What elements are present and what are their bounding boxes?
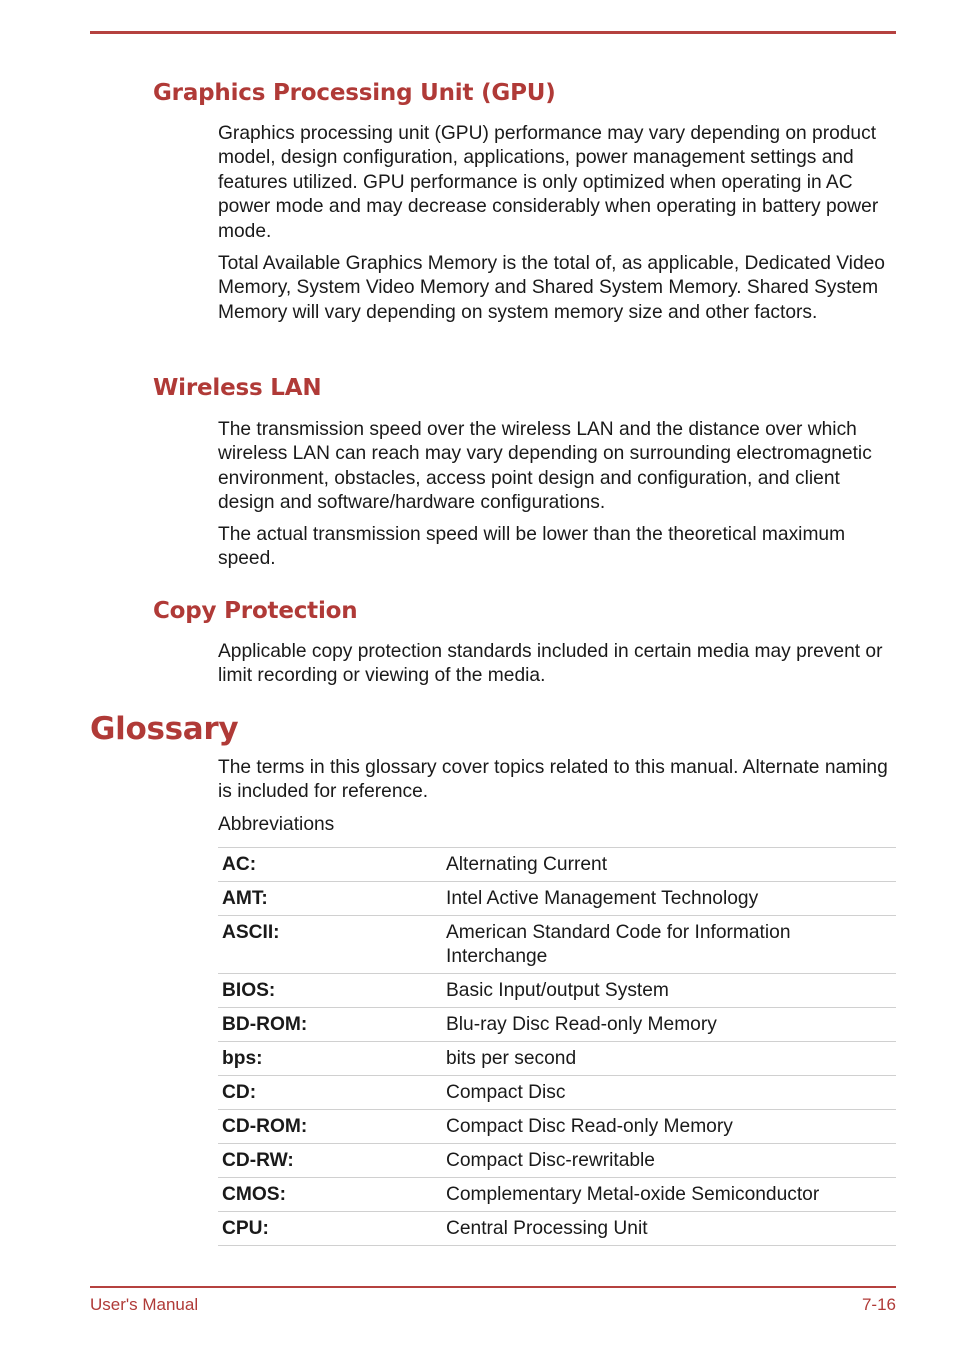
abbreviation-definition: Central Processing Unit <box>442 1212 896 1246</box>
table-row <box>218 882 896 916</box>
abbreviation-term: BIOS: <box>218 974 442 1008</box>
paragraph-glossary-intro: The terms in this glossary cover topics related to this manual. Alternate naming is included for reference. <box>218 757 888 803</box>
paragraph-copy-1: Applicable copy protection standards included in certain media may prevent or limit recording or viewing of the media. <box>218 641 883 687</box>
abbreviation-definition: Compact Disc <box>442 1076 896 1110</box>
abbreviation-term: CD: <box>218 1076 442 1110</box>
abbreviation-definition: Blu-ray Disc Read-only Memory <box>442 1008 896 1042</box>
table-row <box>218 1144 896 1178</box>
abbreviation-definition: American Standard Code for Information Interchange <box>442 916 896 974</box>
abbreviation-definition: Basic Input/output System <box>442 974 896 1008</box>
table-row <box>218 974 896 1008</box>
abbreviation-definition: Compact Disc-rewritable <box>442 1144 896 1178</box>
abbreviation-term: CMOS: <box>218 1178 442 1212</box>
heading-wireless-lan: Wireless LAN <box>153 375 322 401</box>
table-row <box>218 1076 896 1110</box>
footer-page-number: 7-16 <box>861 1295 896 1314</box>
table-row <box>218 1110 896 1144</box>
abbreviation-term: bps: <box>218 1042 442 1076</box>
abbreviation-term: AMT: <box>218 882 442 916</box>
paragraph-wlan-1: The transmission speed over the wireless LAN and the distance over which wireless LAN can reach may vary depending on surrounding electromagnetic environment, obstacles, access point design and configuration, and client design and software/hardware configurations. <box>218 419 872 514</box>
paragraph-wlan-2: The actual transmission speed will be lower than the theoretical maximum speed. <box>218 524 846 570</box>
abbreviation-term: CD-ROM: <box>218 1110 442 1144</box>
abbreviations-table <box>218 847 896 1246</box>
abbreviation-definition: Alternating Current <box>442 848 896 882</box>
heading-glossary: Glossary <box>90 711 239 747</box>
label-abbreviations: Abbreviations <box>218 814 335 835</box>
heading-copy-protection: Copy Protection <box>153 598 358 624</box>
table-row <box>218 916 896 974</box>
table-row <box>218 1042 896 1076</box>
abbreviation-definition: bits per second <box>442 1042 896 1076</box>
table-row <box>218 1008 896 1042</box>
abbreviation-term: AC: <box>218 848 442 882</box>
header-rule <box>90 31 896 34</box>
footer-manual-title: User's Manual <box>90 1295 199 1314</box>
footer-rule <box>90 1286 896 1288</box>
table-row <box>218 1178 896 1212</box>
abbreviation-definition: Intel Active Management Technology <box>442 882 896 916</box>
abbreviation-term: CPU: <box>218 1212 442 1246</box>
paragraph-gpu-2: Total Available Graphics Memory is the total of, as applicable, Dedicated Video Memory, System Video Memory and Shared System Memory. Shared System Memory will vary depending on system memory size and other factors. <box>218 253 885 323</box>
abbreviation-definition: Complementary Metal-oxide Semiconductor <box>442 1178 896 1212</box>
heading-gpu: Graphics Processing Unit (GPU) <box>153 80 556 106</box>
table-row <box>218 848 896 882</box>
paragraph-gpu-1: Graphics processing unit (GPU) performance may vary depending on product model, design configuration, applications, power management settings and features utilized. GPU performance is only optimized when operating in AC power mode and may decrease considerably when operating in battery power mode. <box>218 123 879 242</box>
abbreviation-term: CD-RW: <box>218 1144 442 1178</box>
abbreviation-definition: Compact Disc Read-only Memory <box>442 1110 896 1144</box>
abbreviation-term: BD-ROM: <box>218 1008 442 1042</box>
table-row <box>218 1212 896 1246</box>
abbreviation-term: ASCII: <box>218 916 442 974</box>
